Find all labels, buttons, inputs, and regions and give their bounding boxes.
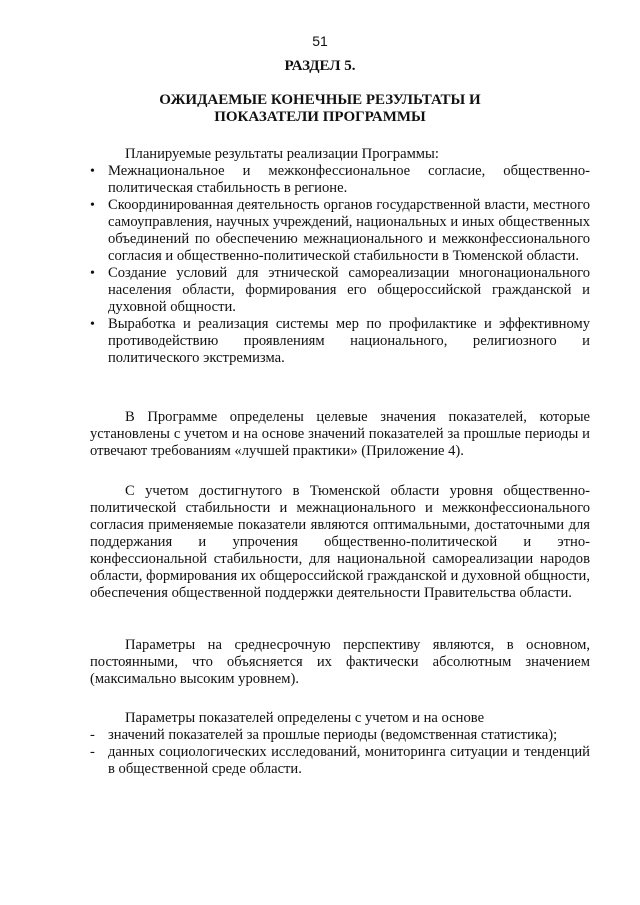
bullet-item-text: Межнациональное и межконфессиональное согласие, общественно-политическая стабильность в регионе.	[108, 163, 590, 196]
bullet-icon: •	[90, 198, 95, 213]
results-bullet-list	[90, 163, 590, 367]
bullet-icon: •	[90, 266, 95, 281]
paragraph-parameters-basis: Параметры показателей определены с учетом и на основе	[125, 710, 485, 726]
bullet-item-text: Скоординированная деятельность органов государственной власти, местного самоуправления, научных учреждений, национальных и иных общественных объединений по обеспечению межнационального и межконфессионального согласия и общественно-политической стабильности в Тюменской области.	[108, 197, 590, 264]
section-title-line: ОЖИДАЕМЫЕ КОНЕЧНЫЕ РЕЗУЛЬТАТЫ И	[159, 92, 481, 108]
dash-icon: -	[90, 727, 95, 743]
paragraph-medium-term: Параметры на среднесрочную перспективу являются, в основном, постоянными, что объясняется их фактически абсолютным значением (максимально высоким уровнем).	[90, 637, 590, 687]
parameters-dash-list	[90, 727, 590, 778]
bullet-item	[90, 197, 590, 265]
section-title-line: ПОКАЗАТЕЛИ ПРОГРАММЫ	[214, 109, 426, 125]
paragraph-indicators-rationale: С учетом достигнутого в Тюменской области уровня общественно-политической стабильности и межнационального и межконфессионального согласия применяемые показатели являются оптимальными, достаточными для поддержания и упрочения общественно-политической и этно-конфессиональной стабильности, для национальной самореализации народов области, формирования их общероссийской гражданской и духовной общности, обеспечения общественной поддержки деятельности Правительства области.	[90, 483, 590, 601]
page-number: 51	[312, 33, 328, 49]
section-heading: РАЗДЕЛ 5.	[284, 58, 356, 74]
bullet-item	[90, 163, 590, 197]
paragraph-target-values: В Программе определены целевые значения показателей, которые установлены с учетом и на основе значений показателей за прошлые периоды и отвечают требованиям «лучшей практики» (Приложение 4).	[90, 409, 590, 459]
dash-item	[90, 727, 590, 744]
bullet-item-text: Выработка и реализация системы мер по профилактике и эффективному противодействию проявлениям национального, религиозного и политического экстремизма.	[108, 316, 590, 366]
bullet-item-text: Создание условий для этнической самореализации многонационального населения области, формирования его общероссийской гражданской и духовной общности.	[108, 265, 590, 315]
dash-icon: -	[90, 744, 95, 760]
bullet-item	[90, 265, 590, 316]
bullet-icon: •	[90, 317, 95, 332]
dash-item-text: данных социологических исследований, мониторинга ситуации и тенденций в общественной среде области.	[108, 744, 590, 777]
intro-text: Планируемые результаты реализации Программы:	[125, 146, 439, 162]
dash-item	[90, 744, 590, 778]
bullet-icon: •	[90, 164, 95, 179]
section-title	[0, 92, 640, 126]
dash-item-text: значений показателей за прошлые периоды (ведомственная статистика);	[108, 727, 558, 743]
bullet-item	[90, 316, 590, 367]
